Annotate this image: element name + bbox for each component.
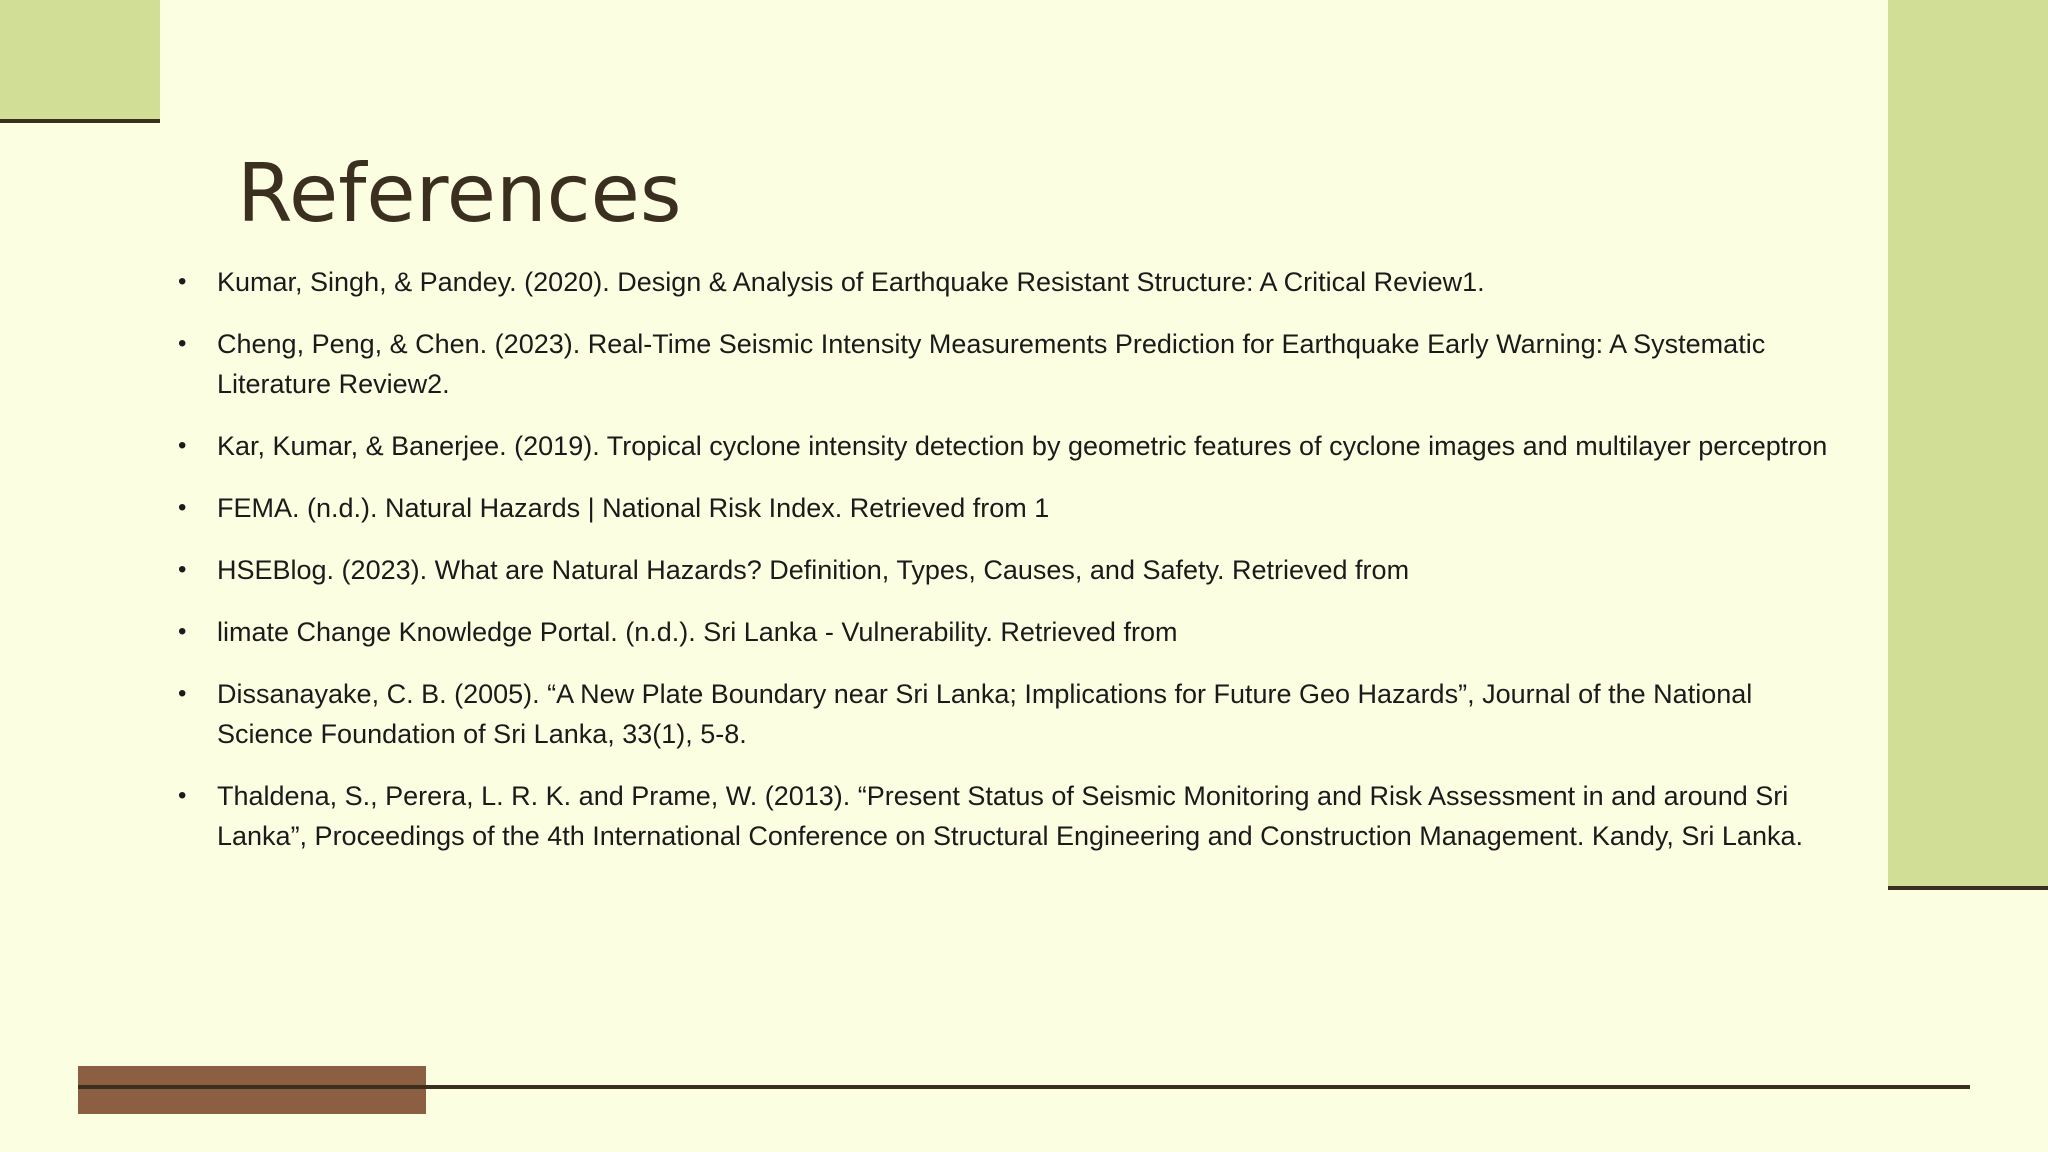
reference-text: Kumar, Singh, & Pandey. (2020). Design & Analysis of Earthquake Resistant Structure: A Critical Review1.	[217, 267, 1485, 297]
right-accent-line	[1888, 886, 2048, 890]
bottom-accent-line	[78, 1085, 1970, 1089]
slide-title: References	[237, 147, 682, 240]
right-accent-block	[1888, 0, 2048, 888]
top-left-accent-block	[0, 0, 160, 120]
reference-item	[0, 426, 1830, 466]
top-left-accent-line	[0, 119, 160, 123]
reference-item	[0, 674, 1830, 754]
bullet-marker: •	[178, 680, 187, 707]
bullet-marker: •	[178, 494, 187, 521]
bullet-marker: •	[178, 782, 187, 809]
reference-item	[0, 488, 1830, 528]
bullet-marker: •	[178, 556, 187, 583]
reference-text: Dissanayake, C. B. (2005). “A New Plate Boundary near Sri Lanka; Implications for Future Geo Hazards”, Journal of the National Science Foundation of Sri Lanka, 33(1), 5-8.	[217, 679, 1753, 749]
reference-item	[0, 262, 1830, 302]
bullet-marker: •	[178, 330, 187, 357]
reference-item	[0, 612, 1830, 652]
bullet-marker: •	[178, 432, 187, 459]
bottom-accent-rect	[78, 1066, 426, 1114]
reference-text: HSEBlog. (2023). What are Natural Hazards? Definition, Types, Causes, and Safety. Retrieved from	[217, 555, 1410, 585]
reference-text: FEMA. (n.d.). Natural Hazards | National Risk Index. Retrieved from 1	[217, 493, 1050, 523]
reference-item	[0, 324, 1830, 404]
bullet-marker: •	[178, 268, 187, 295]
references-list	[0, 262, 1830, 878]
bullet-marker: •	[178, 618, 187, 645]
reference-item	[0, 776, 1830, 856]
reference-item	[0, 550, 1830, 590]
reference-text: limate Change Knowledge Portal. (n.d.). Sri Lanka - Vulnerability. Retrieved from	[217, 617, 1178, 647]
reference-text: Cheng, Peng, & Chen. (2023). Real-Time Seismic Intensity Measurements Prediction for Earthquake Early Warning: A Systematic Literature Review2.	[217, 329, 1766, 399]
reference-text: Thaldena, S., Perera, L. R. K. and Prame, W. (2013). “Present Status of Seismic Monitoring and Risk Assessment in and around Sri Lanka”, Proceedings of the 4th International Conference on Structural Engineering and Construction Management. Kandy, Sri Lanka.	[217, 781, 1803, 851]
reference-text: Kar, Kumar, & Banerjee. (2019). Tropical cyclone intensity detection by geometric features of cyclone images and multilayer perceptron	[217, 431, 1828, 461]
